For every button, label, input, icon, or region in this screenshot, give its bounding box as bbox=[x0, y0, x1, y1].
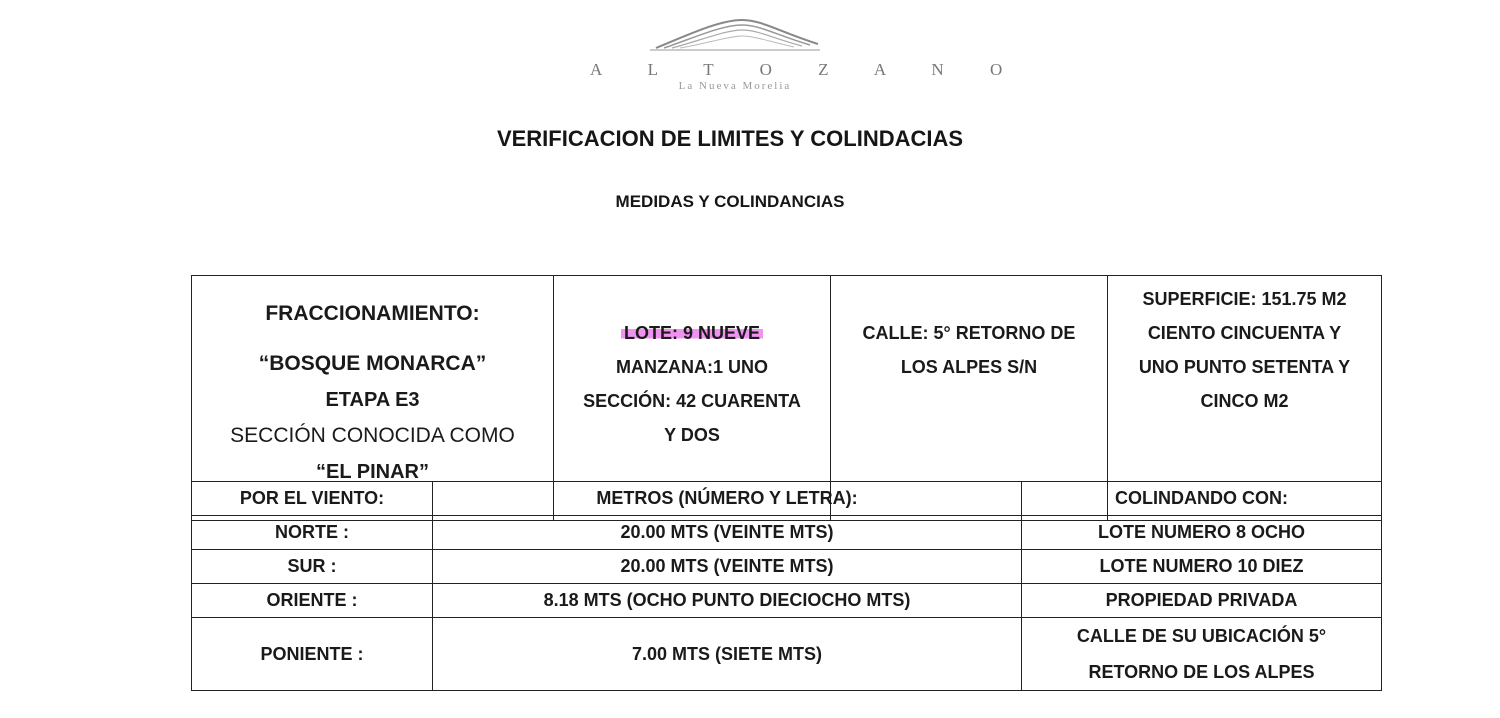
viento-cell: PONIENTE : bbox=[192, 618, 433, 691]
fraccionamiento-label: FRACCIONAMIENTO: bbox=[265, 302, 480, 325]
fraccionamiento-etapa: ETAPA E3 bbox=[325, 389, 420, 411]
colindancia-cell: PROPIEDAD PRIVADA bbox=[1022, 584, 1382, 618]
viento-cell: ORIENTE : bbox=[192, 584, 433, 618]
superficie-line-2: CIENTO CINCUENTA Y bbox=[1147, 323, 1342, 343]
calle-line-2: LOS ALPES S/N bbox=[900, 357, 1038, 377]
viento-cell: SUR : bbox=[192, 550, 433, 584]
document-subtitle: MEDIDAS Y COLINDANCIAS bbox=[615, 192, 845, 211]
colindancia-cell: LOTE NUMERO 10 DIEZ bbox=[1022, 550, 1382, 584]
metros-cell: 8.18 MTS (OCHO PUNTO DIECIOCHO MTS) bbox=[433, 584, 1022, 618]
fraccionamiento-name: “BOSQUE MONARCA” bbox=[258, 352, 487, 375]
table-row bbox=[192, 584, 1382, 618]
logo-tagline: La Nueva Morelia bbox=[678, 80, 792, 92]
seccion-name: “EL PINAR” bbox=[316, 461, 429, 483]
logo-wordmark: A L T O Z A N O bbox=[590, 60, 1024, 79]
superficie-line-4: CINCO M2 bbox=[1200, 391, 1289, 411]
metros-cell: 20.00 MTS (VEINTE MTS) bbox=[433, 516, 1022, 550]
metros-cell: 20.00 MTS (VEINTE MTS) bbox=[433, 550, 1022, 584]
colindancia-cell bbox=[1022, 618, 1382, 691]
header-metros: METROS (NÚMERO Y LETRA): bbox=[433, 482, 1022, 516]
table-row bbox=[192, 516, 1382, 550]
colindancia-line-2: RETORNO DE LOS ALPES bbox=[1088, 662, 1315, 682]
boundaries-table bbox=[191, 481, 1382, 691]
header-colindando: COLINDANDO CON: bbox=[1022, 482, 1382, 516]
table-row bbox=[192, 618, 1382, 691]
header-viento: POR EL VIENTO: bbox=[192, 482, 433, 516]
colindancia-cell: LOTE NUMERO 8 OCHO bbox=[1022, 516, 1382, 550]
metros-cell: 7.00 MTS (SIETE MTS) bbox=[433, 618, 1022, 691]
document-title: VERIFICACION DE LIMITES Y COLINDACIAS bbox=[496, 126, 964, 151]
calle-line-1: CALLE: 5° RETORNO DE bbox=[862, 323, 1076, 343]
superficie-line-3: UNO PUNTO SETENTA Y bbox=[1138, 357, 1351, 377]
seccion-line-1: SECCIÓN: 42 CUARENTA bbox=[583, 391, 801, 411]
altozano-logo bbox=[590, 10, 1024, 92]
viento-cell: NORTE : bbox=[192, 516, 433, 550]
boundaries-header-row bbox=[192, 482, 1382, 516]
lote-number: LOTE: 9 NUEVE bbox=[621, 323, 763, 343]
colindancia-line-1: CALLE DE SU UBICACIÓN 5° bbox=[1076, 626, 1327, 646]
superficie-line-1: SUPERFICIE: 151.75 M2 bbox=[1142, 289, 1347, 309]
seccion-prefix: SECCIÓN CONOCIDA COMO bbox=[230, 424, 515, 447]
manzana: MANZANA:1 UNO bbox=[616, 357, 768, 377]
seccion-line-2: Y DOS bbox=[664, 425, 720, 445]
table-row bbox=[192, 550, 1382, 584]
mountain-logo-icon bbox=[650, 10, 820, 58]
